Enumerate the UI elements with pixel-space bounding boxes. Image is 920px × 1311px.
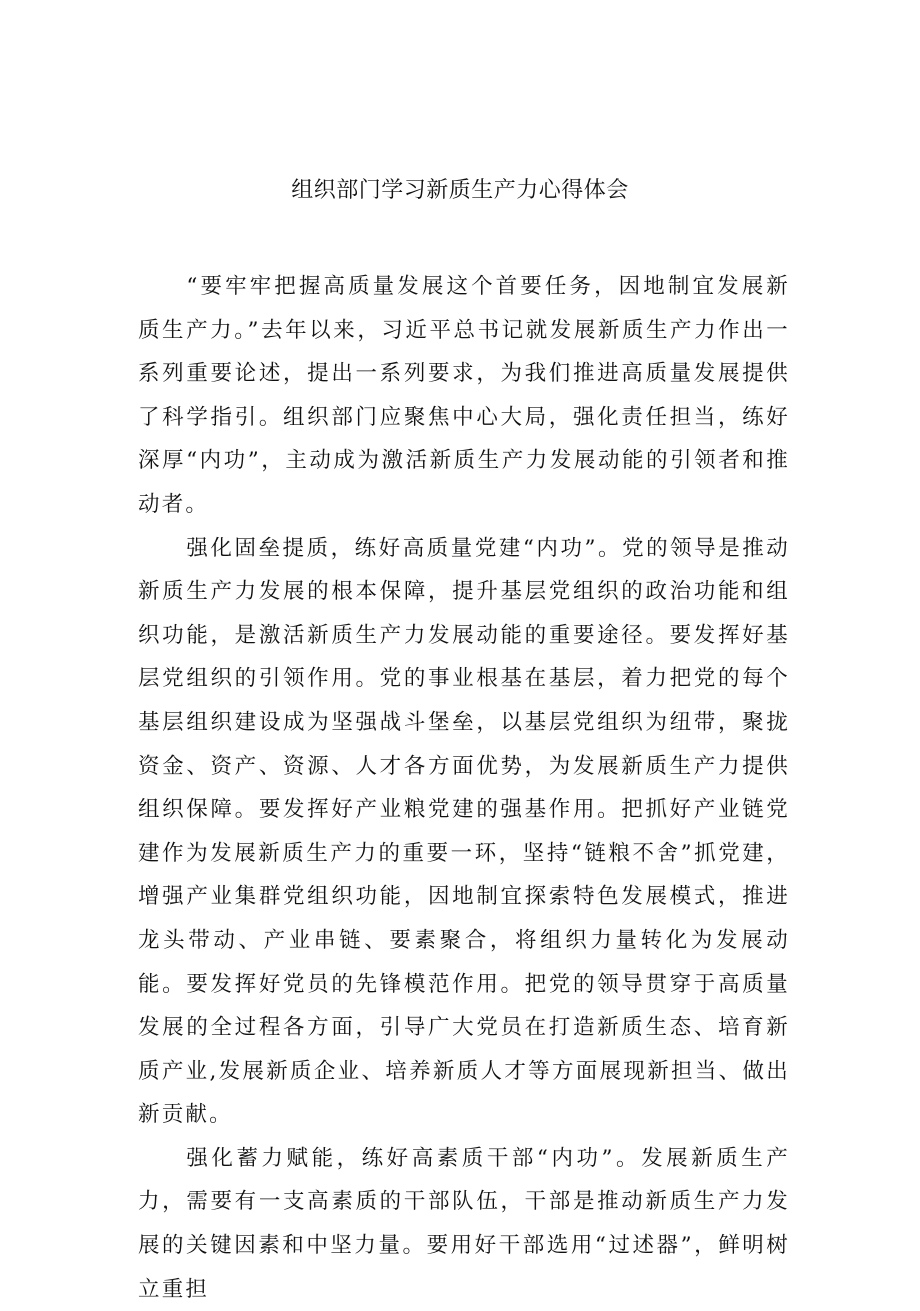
paragraph-cadre-quality: 强化蓄力赋能，练好高素质干部“内功”。发展新质生产力，需要有一支高素质的干部队伍，干部是推动新质生产力发展的关键因素和中坚力量。要用好干部选用“过述器”，鲜明树立重担 xyxy=(138,1145,790,1302)
document-body xyxy=(138,265,790,1311)
paragraph-party-building: 强化固垒提质，练好高质量党建“内功”。党的领导是推动新质生产力发展的根本保障，提升基层党组织的政治功能和组织功能，是激活新质生产力发展动能的重要途径。要发挥好基层党组织的引领作用。党的事业根基在基层，着力把党的每个基层组织建设成为坚强战斗堡垒，以基层党组织为纽带，聚拢资金、资产、资源、人才各方面优势，为发展新质生产力提供组织保障。要发挥好产业粮党建的强基作用。把抓好产业链党建作为发展新质生产力的重要一环，坚持“链粮不舍”抓党建，增强产业集群党组织功能，因地制宜探索特色发展模式，推进龙头带动、产业串链、要素聚合，将组织力量转化为发展动能。要发挥好党员的先锋模范作用。把党的领导贯穿于高质量发展的全过程各方面，引导广大党员在打造新质生态、培育新质产业,发展新质企业、培养新质人才等方面展现新担当、做出新贡献。 xyxy=(138,535,790,1128)
document-title: 组织部门学习新质生产力心得体会 xyxy=(291,178,629,203)
paragraph-intro: “要牢牢把握高质量发展这个首要任务，因地制宜发展新质生产力。”去年以来，习近平总书记就发展新质生产力作出一系列重要论述，提出一系列要求，为我们推进高质量发展提供了科学指引。组织部门应聚焦中心大局，强化责任担当，练好深厚“内功”，主动成为激活新质生产力发展动能的引领者和推动者。 xyxy=(138,274,790,517)
